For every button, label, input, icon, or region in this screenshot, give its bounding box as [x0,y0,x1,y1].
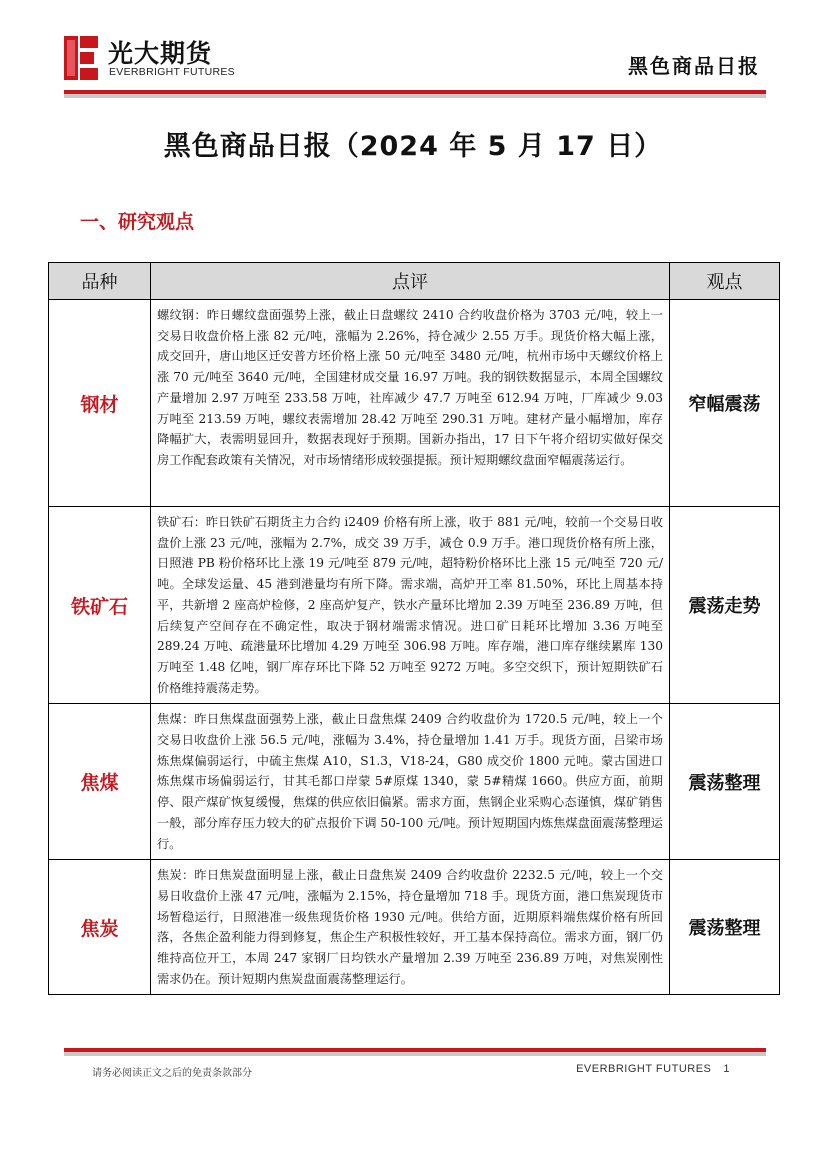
variety-cell: 焦煤 [49,704,151,860]
footer-brand: EVERBRIGHT FUTURES [576,1063,712,1075]
table-row [49,507,780,704]
column-header-view: 观点 [670,263,780,300]
view-cell: 震荡走势 [670,507,780,704]
header-report-title: 黑色商品日报 [628,54,760,78]
footer-divider-grey [64,1052,766,1056]
view-cell: 震荡整理 [670,704,780,860]
table-row [49,860,780,995]
section-heading: 一、研究观点 [80,211,195,233]
table-row [49,300,780,507]
header-divider-grey [64,94,766,98]
everbright-logo-icon [64,36,98,80]
column-header-comment: 点评 [151,263,670,300]
comment-cell: 焦煤：昨日焦煤盘面强势上涨，截止日盘焦煤 2409 合约收盘价为 1720.5 元/吨，较上一个交易日收盘价上涨 56.5 元/吨，涨幅为 3.4%，持仓量增加 1.41 万手。现货方面，吕梁市场炼焦煤偏弱运行，中硫主焦煤 A10，S1.3，V18-24，G80 成交价 1800 元吨。蒙古国进口炼焦煤市场偏弱运行，甘其毛都口岸蒙 5#原煤 1340，蒙 5#精煤 1660。供应方面，前期停、限产煤矿恢复缓慢，焦煤的供应依旧偏紧。需求方面，焦钢企业采购心态谨慎，煤矿销售一般，部分库存压力较大的矿点报价下调 50-100 元/吨。预计短期国内炼焦煤盘面震荡整理运行。 [151,704,670,860]
logo-chinese-name: 光大期货 [108,39,213,68]
comment-cell: 铁矿石：昨日铁矿石期货主力合约 i2409 价格有所上涨，收于 881 元/吨，较前一个交易日收盘价上涨 23 元/吨，涨幅为 2.7%，成交 39 万手，减仓 0.9 万手。港口现货价格有所上涨，日照港 PB 粉价格环比上涨 19 元/吨至 879 元/吨，超特粉价格环比上涨 15 元/吨至 720 元/吨。全球发运量、45 港到港量均有所下降。需求端，高炉开工率 81.50%，环比上周基本持平，共新增 2 座高炉检修，2 座高炉复产，铁水产量环比增加 2.39 万吨至 236.89 万吨，但后续复产空间存在不确定性，取决于钢材端需求情况。进口矿日耗环比增加 3.36 万吨至 289.24 万吨、疏港量环比增加 4.29 万吨至 306.98 万吨。库存端，港口库存继续累库 130 万吨至 1.48 亿吨，钢厂库存环比下降 52 万吨至 9272 万吨。多空交织下，预计短期铁矿石价格维持震荡走势。 [151,507,670,704]
view-cell: 震荡整理 [670,860,780,995]
footer-disclaimer: 请务必阅读正文之后的免责条款部分 [92,1068,252,1079]
table-header-row [49,263,780,300]
page-header [0,0,826,104]
logo-english-name: EVERBRIGHT FUTURES [109,66,235,78]
footer-brand-block [576,1063,730,1075]
variety-cell: 铁矿石 [49,507,151,704]
research-view-table [48,262,780,995]
comment-cell: 焦炭：昨日焦炭盘面明显上涨，截止日盘焦炭 2409 合约收盘价 2232.5 元/吨，较上一个交易日收盘价上涨 47 元/吨，涨幅为 2.15%，持仓量增加 718 手。现货方面，港口焦炭现货市场暂稳运行，日照港准一级焦现货价格 1930 元/吨。供给方面，近期原料端焦煤价格有所回落，各焦企盈利能力得到修复，焦企生产积极性较好，开工基本保持高位。需求方面，钢厂仍维持高位开工，本周 247 家钢厂日均铁水产量增加 2.39 万吨至 236.89 万吨，对焦炭刚性需求仍在。预计短期内焦炭盘面震荡整理运行。 [151,860,670,995]
variety-cell: 钢材 [49,300,151,507]
comment-cell: 螺纹钢：昨日螺纹盘面强势上涨，截止日盘螺纹 2410 合约收盘价格为 3703 元/吨，较上一交易日收盘价格上涨 82 元/吨，涨幅为 2.26%，持仓减少 2.55 万手。现货价格大幅上涨，成交回升，唐山地区迁安普方坯价格上涨 50 元/吨至 3480 元/吨，杭州市场中天螺纹价格上涨 70 元/吨至 3640 元/吨，全国建材成交量 16.97 万吨。我的钢铁数据显示，本周全国螺纹产量增加 2.97 万吨至 233.58 万吨，社库减少 47.7 万吨至 612.94 万吨，厂库减少 9.03 万吨至 213.59 万吨，螺纹表需增加 28.42 万吨至 290.31 万吨。建材产量小幅增加，库存降幅扩大，表需明显回升，数据表现好于预期。国新办指出，17 日下午将介绍切实做好保交房工作配套政策有关情况，对市场情绪形成较强提振。预计短期螺纹盘面窄幅震荡运行。 [151,300,670,507]
page-number: 1 [723,1063,730,1075]
column-header-variety: 品种 [49,263,151,300]
view-cell: 窄幅震荡 [670,300,780,507]
document-title: 黑色商品日报（2024 年 5 月 17 日） [163,131,663,162]
table-row [49,704,780,860]
variety-cell: 焦炭 [49,860,151,995]
